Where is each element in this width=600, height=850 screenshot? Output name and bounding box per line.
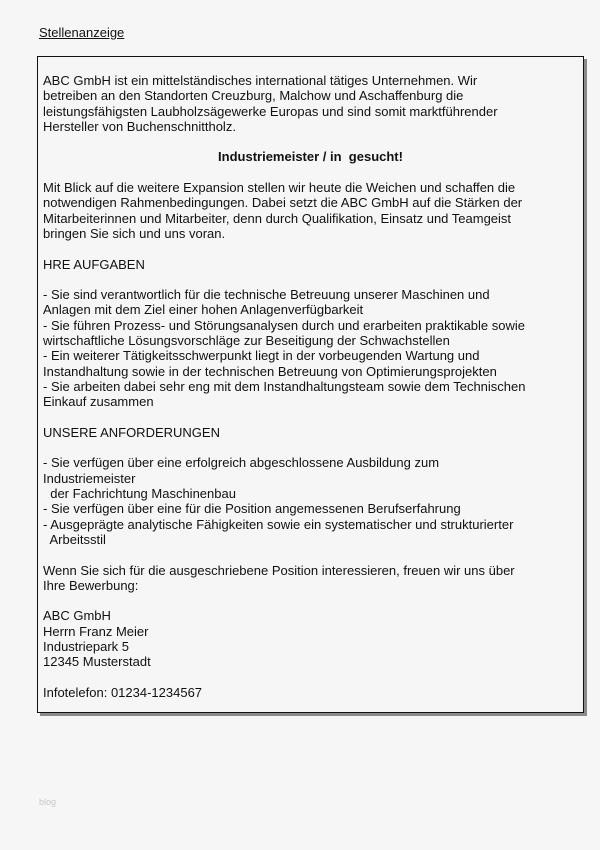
blank-line: [43, 241, 583, 256]
text-line: - Sie führen Prozess- und Störungsanalysen durch und erarbeiten praktikable sowie: [43, 317, 525, 333]
document-heading: Stellenanzeige: [39, 25, 125, 40]
text-line: - Sie verfügen über eine für die Position angemessenen Berufserfahrung: [43, 501, 461, 517]
text-line: ABC GmbH: [43, 608, 111, 624]
text-line: UNSERE ANFORDERUNGEN: [43, 424, 220, 440]
text-line: leistungsfähigsten Laubholzsägewerke Europas und sind somit marktführender: [43, 103, 498, 119]
text-line: ABC GmbH ist ein mittelständisches international tätiges Unternehmen. Wir: [43, 73, 478, 88]
blank-line: [43, 410, 583, 425]
text-line: 12345 Musterstadt: [43, 654, 151, 670]
job-title: Industriemeister / in gesucht!: [218, 149, 403, 165]
text-line: - Ein weiterer Tätigkeitsschwerpunkt liegt in der vorbeugenden Wartung und: [43, 348, 480, 364]
text-line: Wenn Sie sich für die ausgeschriebene Position interessieren, freuen wir uns über: [43, 562, 515, 578]
text-line: - Sie verfügen über eine erfolgreich abgeschlossene Ausbildung zum: [43, 455, 440, 471]
text-line: Industriemeister: [43, 470, 136, 486]
watermark: blog: [39, 797, 57, 807]
text-line: Hersteller von Buchenschnittholz.: [43, 118, 236, 134]
text-line: Anlagen mit dem Ziel einer hohen Anlagenverfügbarkeit: [43, 302, 364, 318]
blank-line: [43, 547, 583, 562]
text-line: - Sie sind verantwortlich für die technische Betreuung unserer Maschinen und: [43, 287, 490, 303]
text-line: HRE AUFGABEN: [43, 256, 145, 272]
text-line: bringen Sie sich und uns voran.: [43, 225, 226, 241]
text-line: Instandhaltung sowie in der technischen Betreuung von Optimierungsprojekten: [43, 363, 497, 379]
blank-line: [43, 272, 583, 287]
blank-line: [43, 440, 583, 455]
text-line: Ihre Bewerbung:: [43, 577, 139, 593]
blank-line: [43, 134, 583, 149]
text-line: der Fachrichtung Maschinenbau: [43, 486, 236, 502]
text-line: Infotelefon: 01234-1234567: [43, 684, 203, 700]
text-line: Einkauf zusammen: [43, 394, 154, 410]
text-line: Mitarbeiterinnen und Mitarbeiter, denn durch Qualifikation, Einsatz und Teamgeist: [43, 210, 512, 226]
text-line: notwendigen Rahmenbedingungen. Dabei setzt die ABC GmbH auf die Stärken der: [43, 195, 523, 211]
text-line: Arbeitsstil: [43, 531, 106, 547]
text-line: wirtschaftliche Lösungsvorschläge zur Beseitigung der Schwachstellen: [43, 333, 450, 349]
text-line: Industriepark 5: [43, 638, 129, 654]
job-ad-box: [37, 56, 584, 713]
text-line: betreiben an den Standorten Creuzburg, Malchow und Aschaffenburg die: [43, 88, 464, 104]
text-line: - Sie arbeiten dabei sehr eng mit dem Instandhaltungsteam sowie dem Technischen: [43, 378, 526, 394]
text-line: - Ausgeprägte analytische Fähigkeiten sowie ein systematischer und strukturierter: [43, 516, 514, 532]
blank-line: [43, 165, 583, 180]
blank-line: [43, 670, 583, 685]
text-line: Herrn Franz Meier: [43, 623, 149, 639]
text-line: Mit Blick auf die weitere Expansion stellen wir heute die Weichen und schaffen die: [43, 180, 516, 196]
blank-line: [43, 593, 583, 608]
